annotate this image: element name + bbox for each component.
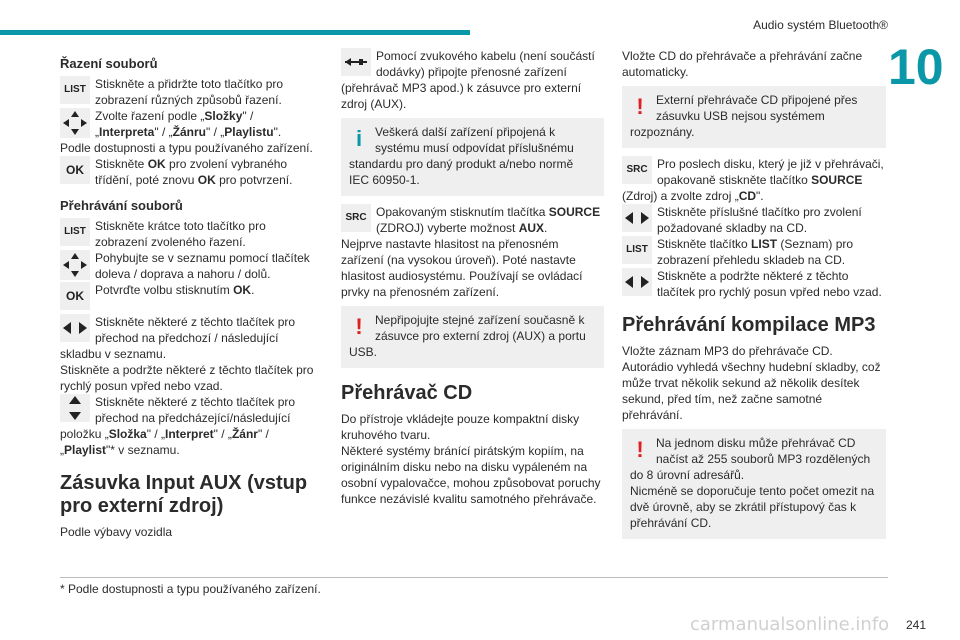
play-step-skip bbox=[60, 314, 320, 362]
play-step-arrows bbox=[60, 250, 320, 282]
text-run: Potvrďte volbu stisknutím bbox=[95, 283, 234, 297]
column-middle bbox=[341, 48, 604, 507]
info-note-text: Veškerá další zařízení připojená k systému musí odpovídat příslušnému standardu pro daný produkt a/nebo normě IEC 60950-1. bbox=[349, 125, 574, 187]
cd-list-text bbox=[622, 236, 886, 268]
text-bold: LIST bbox=[751, 237, 778, 251]
text-run: Stiskněte některé z těchto tlačítek pro přechod na předcházející/následující položku „ bbox=[60, 395, 296, 441]
text-run: . bbox=[544, 221, 548, 235]
page-header-title: Audio systém Bluetooth® bbox=[753, 18, 888, 32]
text-bold: Složka bbox=[108, 427, 147, 441]
column-right bbox=[622, 48, 886, 547]
list-button-icon bbox=[622, 236, 652, 264]
cd-text-2: Některé systémy bránící pirátským kopiím, na originálním disku nebo na disku vypáleném na osobní vypalovačce, mohou způsobovat poruchy funkce nezávislé kvalitu samotného přehrávače. bbox=[341, 444, 601, 506]
mp3-note-text-1: Na jednom disku může přehrávač CD načíst až 255 souborů MP3 rozdělených do 8 úrovní adresářů. bbox=[630, 436, 871, 482]
aux-cable-step bbox=[341, 48, 604, 112]
watermark: carmanualsonline.info bbox=[690, 614, 890, 635]
cd-select-step bbox=[622, 204, 886, 236]
text-bold: AUX bbox=[518, 221, 545, 235]
header-accent-bar bbox=[0, 30, 470, 35]
warning-note-text: Nepřipojujte stejné zařízení současně k zásuvce pro externí zdroj (AUX) a portu USB. bbox=[349, 313, 586, 359]
sort-step-3-text bbox=[60, 156, 320, 188]
text-bold: SOURCE bbox=[811, 173, 863, 187]
heading-mp3-playback: Přehrávání kompilace MP3 bbox=[622, 314, 876, 336]
play-step-list bbox=[60, 218, 320, 250]
up-down-arrows-icon bbox=[60, 394, 90, 422]
mp3-note-text-2: Nicméně se doporučuje tento počet omezit na dvě úrovně, aby se zkrátil přístupový čas k přehrávání CD. bbox=[630, 484, 875, 530]
list-icon-label: LIST bbox=[64, 84, 86, 95]
chapter-number: 10 bbox=[888, 39, 944, 95]
play-step-4-text: Stiskněte některé z těchto tlačítek pro přechod na předchozí / následující skladbu v seznamu. bbox=[60, 315, 296, 361]
source-button-icon bbox=[622, 156, 652, 184]
list-icon-label: LIST bbox=[626, 244, 648, 255]
text-bold: SOURCE bbox=[548, 205, 601, 219]
text-bold: Playlistu bbox=[224, 125, 274, 139]
cd-fast-step bbox=[622, 268, 886, 300]
warning-note-text: Externí přehrávače CD připojené přes zásuvku USB nejsou systémem rozpoznány. bbox=[630, 93, 858, 139]
aux-intro-text: Podle výbavy vozidla bbox=[60, 525, 173, 539]
left-right-arrows-icon bbox=[622, 204, 652, 232]
text-bold: Interpret bbox=[164, 427, 214, 441]
footnote: * Podle dostupnosti a typu používaného zařízení. bbox=[60, 582, 321, 596]
text-run: Opakovaným stisknutím tlačítka bbox=[376, 205, 549, 219]
warning-icon: ! bbox=[636, 437, 644, 462]
aux-volume-text: Nejprve nastavte hlasitost na přenosném zařízení (na vysokou úroveň). Poté nastavte hlasitost audiosystému. Používají se ovládací prvky na přenosném zařízení. bbox=[341, 237, 583, 299]
cd-list-step bbox=[622, 236, 886, 268]
text-bold: Playlist bbox=[64, 443, 107, 457]
text-run: ". bbox=[273, 125, 282, 139]
left-right-arrows-icon bbox=[60, 314, 90, 342]
sort-step-list bbox=[60, 76, 320, 108]
heading-aux-input: Zásuvka Input AUX (vstup pro externí zdroj) bbox=[60, 472, 308, 517]
aux-source-step bbox=[341, 204, 604, 236]
text-run: ". bbox=[756, 189, 764, 203]
cd-source-step bbox=[622, 156, 886, 204]
text-bold: OK bbox=[197, 173, 216, 187]
src-icon-label: SRC bbox=[626, 164, 648, 175]
left-right-arrows-icon bbox=[622, 268, 652, 296]
four-arrows-icon bbox=[60, 250, 90, 280]
text-bold: Složky bbox=[204, 109, 243, 123]
ok-icon-label: OK bbox=[66, 289, 84, 303]
text-run: Zvolte řazení podle „ bbox=[95, 109, 205, 123]
text-bold: Žánr bbox=[231, 427, 258, 441]
warning-note-usb-cd bbox=[622, 86, 886, 148]
page-number: 241 bbox=[906, 618, 927, 632]
sort-step-2-text bbox=[60, 108, 320, 140]
text-bold: CD bbox=[738, 189, 757, 203]
warning-icon: ! bbox=[636, 94, 644, 119]
text-run: Stiskněte tlačítko bbox=[657, 237, 752, 251]
heading-play-files: Přehrávání souborů bbox=[60, 198, 183, 213]
warning-note-mp3 bbox=[622, 429, 886, 539]
sort-step-arrows bbox=[60, 108, 320, 140]
play-step-folder bbox=[60, 394, 320, 458]
play-step-4-tail: Stiskněte a podržte některé z těchto tlačítek pro rychlý posun vpřed nebo vzad. bbox=[60, 363, 314, 393]
text-run: (ZDROJ) vyberte možnost bbox=[376, 221, 519, 235]
text-bold: OK bbox=[147, 157, 166, 171]
text-run: Stiskněte bbox=[95, 157, 148, 171]
text-run: (Seznam) pro zobrazení přehledu skladeb na CD. bbox=[657, 237, 854, 267]
text-run: pro zvolení vybraného třídění, poté znovu bbox=[95, 157, 288, 187]
mp3-text: Vložte záznam MP3 do přehrávače CD. Autorádio vyhledá všechny hudební skladby, což může trvat několik sekund až několik desítek sekund, před tím, než začne samotné přehrávání. bbox=[622, 344, 881, 422]
info-note-standard bbox=[341, 118, 604, 196]
play-step-3-text bbox=[60, 282, 320, 298]
text-run: " / „ bbox=[146, 427, 165, 441]
text-run: " / „ bbox=[95, 109, 254, 139]
list-button-icon bbox=[60, 218, 90, 246]
warning-note-aux bbox=[341, 306, 604, 368]
text-bold: Žánru bbox=[172, 125, 206, 139]
text-run: "* v seznamu. bbox=[106, 443, 180, 457]
text-bold: OK bbox=[233, 283, 252, 297]
list-icon-label: LIST bbox=[64, 226, 86, 237]
src-icon-label: SRC bbox=[345, 212, 367, 223]
aux-source-text bbox=[341, 204, 604, 236]
cd-select-text: Stiskněte příslušné tlačítko pro zvolení požadované skladby na CD. bbox=[657, 205, 862, 235]
heading-sort-files: Řazení souborů bbox=[60, 56, 158, 71]
text-run: pro potvrzení. bbox=[215, 173, 293, 187]
text-run: " / „ bbox=[213, 427, 232, 441]
sort-step-1-text: Stiskněte a přidržte toto tlačítko pro zobrazení různých způsobů řazení. bbox=[95, 77, 284, 107]
sort-step-2-tail: Podle dostupnosti a typu používaného zařízení. bbox=[60, 141, 313, 155]
text-run: . bbox=[251, 283, 255, 297]
ok-button-icon bbox=[60, 282, 90, 310]
cd-source-text bbox=[622, 156, 886, 204]
four-arrows-icon bbox=[60, 108, 90, 138]
cd-fast-text: Stiskněte a podržte některé z těchto tlačítek pro rychlý posun vpřed nebo vzad. bbox=[657, 269, 882, 299]
play-step-ok bbox=[60, 282, 320, 314]
aux-cable-text: Pomocí zvukového kabelu (není součástí dodávky) připojte přenosné zařízení (přehrávač MP3 apod.) k zásuvce pro externí zdroj (AUX). bbox=[341, 49, 595, 111]
sort-step-ok bbox=[60, 156, 320, 188]
play-step-1-text: Stiskněte krátce toto tlačítko pro zobrazení zvoleného řazení. bbox=[95, 219, 266, 249]
cd-insert-text: Vložte CD do přehrávače a přehrávání začne automaticky. bbox=[622, 49, 863, 79]
source-button-icon bbox=[341, 204, 371, 232]
footnote-divider bbox=[60, 577, 888, 578]
heading-cd-player: Přehrávač CD bbox=[341, 382, 473, 404]
aux-cable-icon bbox=[341, 48, 371, 76]
ok-button-icon bbox=[60, 156, 90, 184]
ok-icon-label: OK bbox=[66, 163, 84, 177]
play-step-5-text bbox=[60, 394, 320, 458]
text-run: (Zdroj) a zvolte zdroj „ bbox=[622, 189, 739, 203]
column-left bbox=[60, 48, 320, 540]
play-step-2-text: Pohybujte se v seznamu pomocí tlačítek doleva / doprava a nahoru / dolů. bbox=[95, 251, 310, 281]
text-run: " / „ bbox=[60, 427, 269, 457]
text-run: " / „ bbox=[205, 125, 225, 139]
cd-text-1: Do přístroje vkládejte pouze kompaktní disky kruhového tvaru. bbox=[341, 412, 580, 442]
text-bold: Interpreta bbox=[99, 125, 155, 139]
list-button-icon bbox=[60, 76, 90, 104]
warning-icon: ! bbox=[355, 314, 363, 339]
text-run: Pro poslech disku, který je již v přehrávači, opakovaně stiskněte tlačítko bbox=[657, 157, 884, 187]
text-run: " / „ bbox=[154, 125, 173, 139]
info-icon: i bbox=[355, 126, 363, 151]
